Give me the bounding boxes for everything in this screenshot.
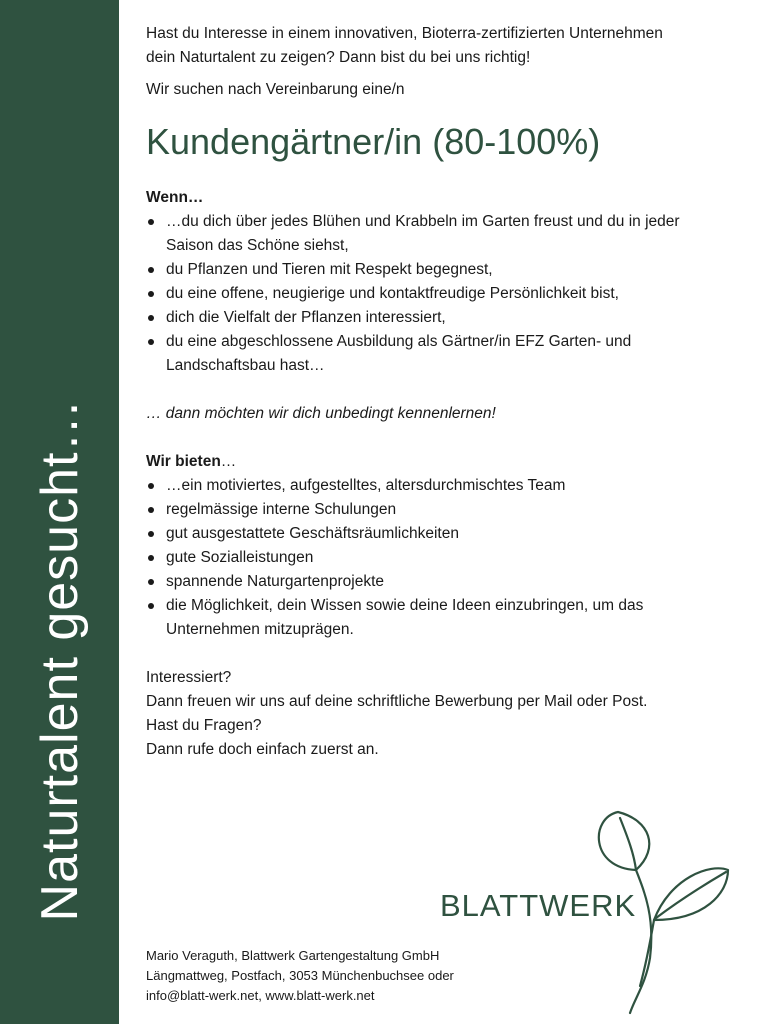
list-item: dich die Vielfalt der Pflanzen interessiert, — [146, 306, 686, 330]
list-item: du eine abgeschlossene Ausbildung als Gärtner/in EFZ Garten- und Landschaftsbau hast… — [146, 330, 686, 378]
wenn-heading: Wenn… — [146, 189, 204, 206]
logo-text: BLATTWERK — [440, 888, 637, 923]
list-item: spannende Naturgartenprojekte — [146, 570, 686, 594]
list-item: gute Sozialleistungen — [146, 546, 686, 570]
list-item: regelmässige interne Schulungen — [146, 498, 686, 522]
list-item: die Möglichkeit, dein Wissen sowie deine Ideen einzubringen, um das Unternehmen mitzuprägen. — [146, 594, 686, 642]
intro-text: Hast du Interesse in einem innovativen, Bioterra-zertifizierten Unternehmen dein Naturtalent zu zeigen? Dann bist du bei uns richtig! — [146, 25, 663, 66]
contact-block — [146, 666, 686, 762]
contact-line: Interessiert? — [146, 669, 232, 686]
bullet-icon — [148, 507, 154, 513]
bieten-heading: Wir bieten… — [146, 453, 237, 470]
footer-line: Mario Veraguth, Blattwerk Gartengestaltung GmbH — [146, 948, 440, 963]
list-item: du Pflanzen und Tieren mit Respekt begegnest, — [146, 258, 686, 282]
closing-text: … dann möchten wir dich unbedingt kennenlernen! — [146, 405, 496, 422]
bullet-icon — [148, 483, 154, 489]
bullet-icon — [148, 219, 154, 225]
list-item: …ein motiviertes, aufgestelltes, altersdurchmischtes Team — [146, 474, 686, 498]
bieten-list — [146, 474, 686, 642]
contact-line: Dann freuen wir uns auf deine schriftliche Bewerbung per Mail oder Post. — [146, 693, 648, 710]
intro-search-text: Wir suchen nach Vereinbarung eine/n — [146, 81, 405, 98]
bullet-icon — [148, 291, 154, 297]
wenn-list — [146, 210, 686, 378]
bullet-icon — [148, 555, 154, 561]
bullet-icon — [148, 339, 154, 345]
blattwerk-logo — [440, 808, 740, 1018]
footer-address — [146, 946, 454, 1006]
sidebar-title: Naturtalent gesucht… — [31, 398, 89, 922]
contact-line: Hast du Fragen? — [146, 717, 262, 734]
bullet-icon — [148, 579, 154, 585]
main-content — [146, 22, 686, 762]
job-title: Kundengärtner/in (80-100%) — [146, 121, 601, 162]
bullet-icon — [148, 531, 154, 537]
list-item: …du dich über jedes Blühen und Krabbeln im Garten freust und du in jeder Saison das Schöne siehst, — [146, 210, 686, 258]
list-item: du eine offene, neugierige und kontaktfreudige Persönlichkeit bist, — [146, 282, 686, 306]
bullet-icon — [148, 267, 154, 273]
bullet-icon — [148, 315, 154, 321]
contact-line: Dann rufe doch einfach zuerst an. — [146, 741, 379, 758]
footer-line: info@blatt-werk.net, www.blatt-werk.net — [146, 988, 375, 1003]
list-item: gut ausgestattete Geschäftsräumlichkeiten — [146, 522, 686, 546]
sidebar-band — [0, 0, 119, 1024]
bullet-icon — [148, 603, 154, 609]
footer-line: Längmattweg, Postfach, 3053 Münchenbuchsee oder — [146, 968, 454, 983]
